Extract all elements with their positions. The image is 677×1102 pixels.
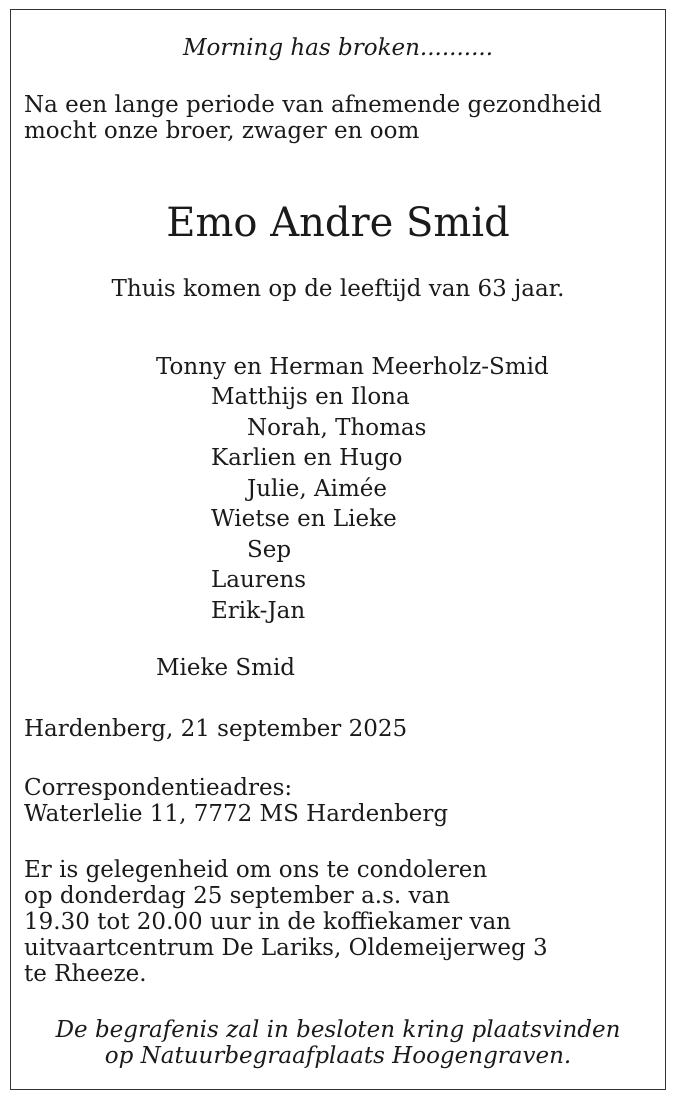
closing-line-2: op Natuurbegraafplaats Hoogengraven. (104, 1043, 572, 1069)
condolence-line: te Rheeze. (24, 961, 147, 987)
family-member: Karlien en Hugo (211, 445, 403, 471)
correspondence-address: Waterlelie 11, 7772 MS Hardenberg (24, 801, 449, 827)
intro-line-2: mocht onze broer, zwager en oom (24, 118, 420, 144)
family-member: Laurens (211, 567, 307, 593)
condolence-line: Er is gelegenheid om ons te condoleren (24, 857, 488, 883)
death-notice (10, 9, 666, 1090)
age-line: Thuis komen op de leeftijd van 63 jaar. (111, 276, 565, 302)
family-member: Norah, Thomas (247, 415, 427, 441)
closing-line-1: De begrafenis zal in besloten kring plaatsvinden (55, 1017, 621, 1043)
family-member: Mieke Smid (156, 655, 296, 681)
intro-line-1: Na een lange periode van afnemende gezondheid (24, 92, 602, 118)
condolence-line: 19.30 tot 20.00 uur in de koffiekamer van (24, 909, 511, 935)
deceased-name: Emo Andre Smid (166, 200, 510, 246)
family-member: Matthijs en Ilona (211, 384, 410, 410)
family-member: Julie, Aimée (247, 476, 387, 502)
place-date: Hardenberg, 21 september 2025 (24, 716, 408, 742)
opening-line: Morning has broken.......... (182, 35, 494, 61)
family-member: Tonny en Herman Meerholz-Smid (156, 354, 549, 380)
correspondence-label: Correspondentieadres: (24, 775, 293, 801)
condolence-line: op donderdag 25 september a.s. van (24, 883, 451, 909)
family-member: Erik-Jan (211, 598, 306, 624)
family-member: Sep (247, 537, 292, 563)
condolence-line: uitvaartcentrum De Lariks, Oldemeijerweg 3 (24, 935, 548, 961)
family-member: Wietse en Lieke (211, 506, 397, 532)
